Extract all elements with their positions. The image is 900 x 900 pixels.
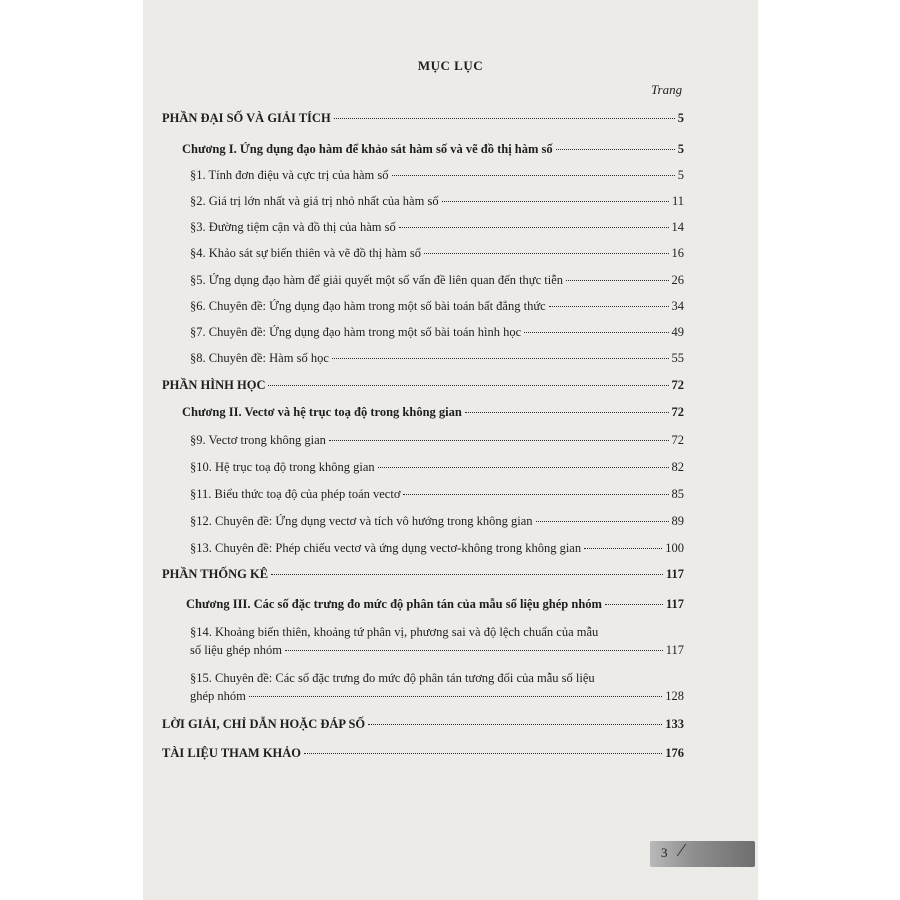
toc-entry-page: 55 [671, 351, 684, 365]
leader-dots [442, 201, 669, 202]
toc-entry-title: §7. Chuyên đề: Ứng dụng đạo hàm trong một số bài toán hình học [190, 325, 522, 339]
toc-entry-page: 72 [671, 433, 684, 447]
toc-section-7 [190, 324, 684, 340]
toc-entry-title: §9. Vectơ trong không gian [190, 433, 326, 447]
page-number-ornament-icon: ⁄ [680, 840, 684, 860]
toc-section-6 [190, 298, 684, 314]
toc-title: MỤC LỤC [417, 58, 484, 73]
toc-section-11 [190, 486, 684, 502]
toc-part-solutions [162, 716, 684, 732]
toc-entry-page: 16 [671, 246, 684, 260]
toc-entry-page: 176 [665, 746, 684, 760]
leader-dots [524, 332, 668, 333]
toc-entry-page: 117 [665, 567, 684, 581]
toc-chapter-2 [182, 404, 684, 420]
toc-entry-page: 133 [665, 717, 684, 731]
toc-entry-title: PHẦN HÌNH HỌC [162, 378, 266, 392]
toc-entry-title: §4. Khảo sát sự biến thiên và vẽ đồ thị hàm số [190, 246, 422, 260]
toc-entry-title: §11. Biểu thức toạ độ của phép toán vectơ [190, 487, 401, 501]
toc-entry-title: §10. Hệ trục toạ độ trong không gian [190, 460, 375, 474]
toc-entry-page: 14 [671, 220, 684, 234]
toc-entry-page: 82 [671, 460, 684, 474]
toc-section-2 [190, 193, 684, 209]
toc-entry-page: 117 [665, 597, 684, 611]
leader-dots [368, 724, 662, 725]
toc-entry-title: số liệu ghép nhóm [190, 643, 283, 657]
toc-entry-title: §8. Chuyên đề: Hàm số học [190, 351, 329, 365]
toc-part-algebra [162, 110, 684, 126]
toc-entry-title: §1. Tính đơn điệu và cực trị của hàm số [190, 168, 389, 182]
toc-entry-page: 34 [671, 299, 684, 313]
toc-entry-page: 100 [665, 541, 684, 555]
leader-dots [378, 467, 669, 468]
toc-entry-title: §3. Đường tiệm cận và đồ thị của hàm số [190, 220, 396, 234]
toc-entry-title: §13. Chuyên đề: Phép chiếu vectơ và ứng dụng vectơ-không trong không gian [190, 541, 582, 555]
toc-section-3 [190, 219, 684, 235]
page-column-label: Trang [651, 82, 683, 97]
leader-dots [285, 650, 663, 651]
page-number: 3 [661, 845, 668, 860]
toc-entry-title: §6. Chuyên đề: Ứng dụng đạo hàm trong một số bài toán bất đẳng thức [190, 299, 546, 313]
toc-entry-page: 5 [677, 168, 684, 182]
toc-section-14 [190, 642, 684, 658]
leader-dots [566, 280, 669, 281]
leader-dots [271, 574, 663, 575]
toc-section-10 [190, 459, 684, 475]
toc-entry-title: PHẦN THỐNG KÊ [162, 567, 269, 581]
leader-dots [403, 494, 668, 495]
leader-dots [584, 548, 662, 549]
toc-section-4 [190, 245, 684, 261]
toc-entry-title: ghép nhóm [190, 689, 246, 703]
toc-section-13 [190, 540, 684, 556]
leader-dots [536, 521, 669, 522]
toc-entry-title: PHẦN ĐẠI SỐ VÀ GIẢI TÍCH [162, 111, 331, 125]
toc-chapter-3 [186, 596, 684, 612]
leader-dots [392, 175, 675, 176]
toc-entry-page: 26 [671, 273, 684, 287]
leader-dots [399, 227, 669, 228]
toc-part-references [162, 745, 684, 761]
toc-entry-title: LỜI GIẢI, CHỈ DẪN HOẶC ĐÁP SỐ [162, 717, 366, 731]
toc-entry-title: Chương I. Ứng dụng đạo hàm để khảo sát hàm số và vẽ đồ thị hàm số [182, 142, 553, 156]
toc-entry-page: 72 [671, 405, 684, 419]
toc-entry-page: 5 [677, 142, 684, 156]
toc-entry-page: 72 [671, 378, 684, 392]
leader-dots [268, 385, 668, 386]
toc-entry-page: 49 [671, 325, 684, 339]
toc-entry-page: 5 [677, 111, 684, 125]
leader-dots [304, 753, 662, 754]
leader-dots [334, 118, 675, 119]
toc-chapter-1 [182, 141, 684, 157]
toc-entry-page: 89 [671, 514, 684, 528]
toc-part-geometry [162, 377, 684, 393]
book-page [143, 0, 758, 900]
leader-dots [332, 358, 669, 359]
leader-dots [549, 306, 669, 307]
toc-section-14-line1: §14. Khoảng biến thiên, khoảng tứ phân vị, phương sai và độ lệch chuẩn của mẫu [190, 625, 599, 639]
toc-entry-page: 128 [665, 689, 684, 703]
toc-entry-page: 117 [665, 643, 684, 657]
toc-section-8 [190, 350, 684, 366]
leader-dots [424, 253, 668, 254]
toc-entry-title: Chương III. Các số đặc trưng đo mức độ phân tán của mẫu số liệu ghép nhóm [186, 597, 602, 611]
toc-entry-title: §12. Chuyên đề: Ứng dụng vectơ và tích vô hướng trong không gian [190, 514, 533, 528]
leader-dots [329, 440, 669, 441]
leader-dots [465, 412, 669, 413]
toc-entry-title: Chương II. Vectơ và hệ trục toạ độ trong không gian [182, 405, 462, 419]
toc-section-9 [190, 432, 684, 448]
toc-section-15-line1: §15. Chuyên đề: Các số đặc trưng đo mức độ phân tán tương đối của mẫu số liệu [190, 671, 595, 685]
toc-entry-title: TÀI LIỆU THAM KHẢO [162, 746, 302, 760]
leader-dots [249, 696, 662, 697]
toc-part-statistics [162, 566, 684, 582]
toc-section-15 [190, 688, 684, 704]
toc-entry-title: §2. Giá trị lớn nhất và giá trị nhỏ nhất của hàm số [190, 194, 439, 208]
toc-section-5 [190, 272, 684, 288]
toc-entry-page: 11 [671, 194, 684, 208]
toc-entry-title: §5. Ứng dụng đạo hàm để giải quyết một số vấn đề liên quan đến thực tiễn [190, 273, 563, 287]
toc-entry-page: 85 [671, 487, 684, 501]
toc-section-12 [190, 513, 684, 529]
leader-dots [556, 149, 675, 150]
leader-dots [605, 604, 663, 605]
toc-section-1 [190, 167, 684, 183]
